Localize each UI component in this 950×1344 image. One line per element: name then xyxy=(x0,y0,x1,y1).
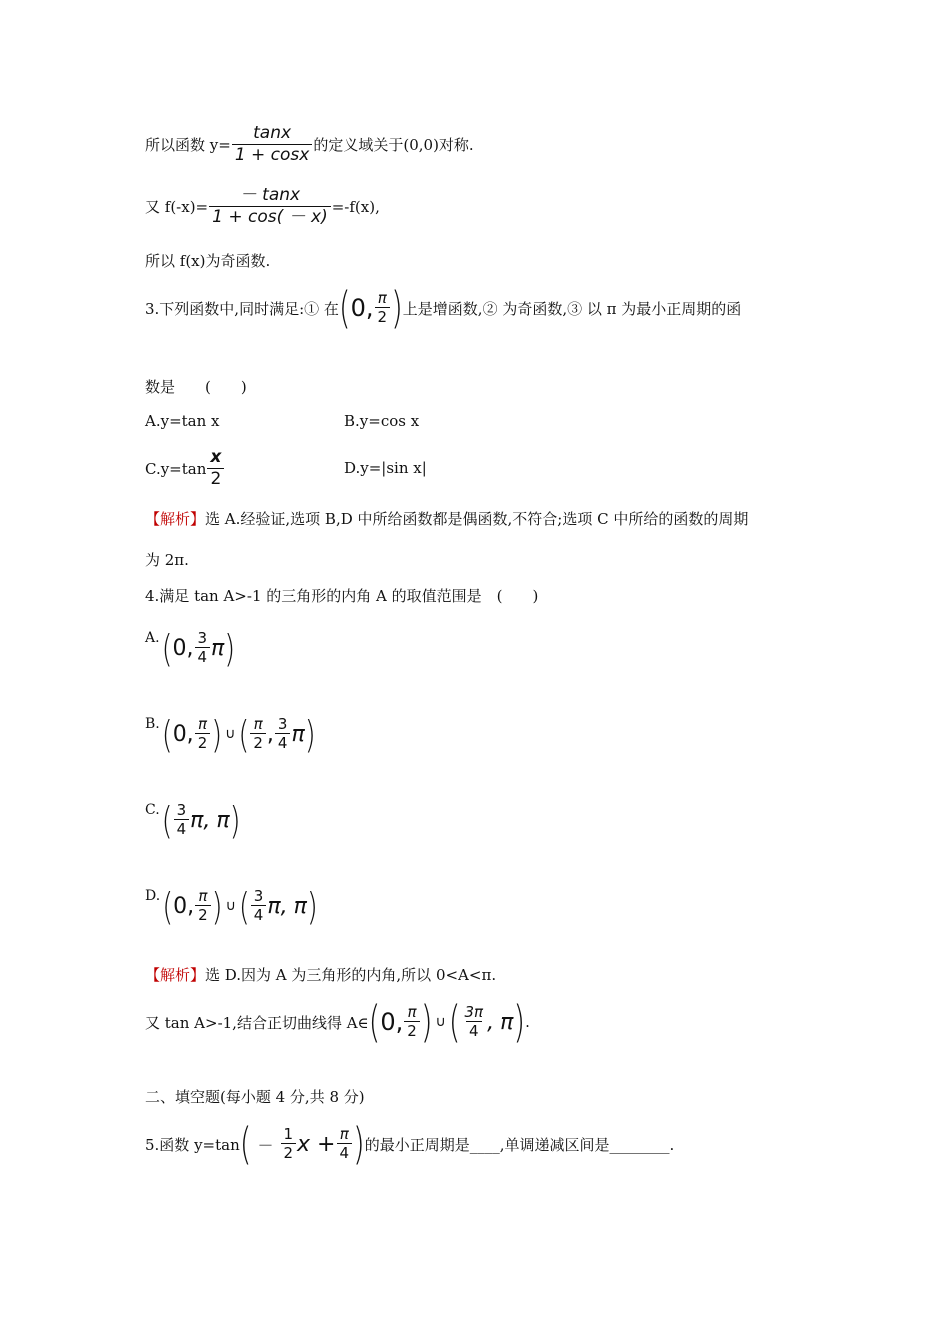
math-text: x + xyxy=(297,1131,336,1157)
interval-3-4-pi-to-pi xyxy=(161,797,241,843)
fraction-3-over-4 xyxy=(174,802,190,839)
numerator: 3 xyxy=(277,715,288,733)
right-paren: ) xyxy=(306,883,318,929)
option-a xyxy=(145,412,220,430)
option-label: A. xyxy=(145,630,160,646)
right-paren: ) xyxy=(211,711,223,757)
denominator: 2 xyxy=(207,468,224,490)
option-text: C.y=tan xyxy=(145,459,207,478)
q4-option-b xyxy=(145,711,316,757)
option-label: B. xyxy=(145,716,160,732)
numerator: x xyxy=(210,447,222,467)
denominator: 4 xyxy=(174,819,190,838)
numerator: 3π xyxy=(464,1003,484,1021)
interval-0-3-4-pi xyxy=(161,625,236,671)
q4-option-a xyxy=(145,625,236,671)
left-paren: ( xyxy=(161,711,173,757)
math-text: 0, xyxy=(380,1008,404,1037)
denominator: 4 xyxy=(195,647,211,666)
left-paren: ( xyxy=(238,883,250,929)
fraction-3-over-4 xyxy=(195,630,211,667)
text-line-domain xyxy=(145,124,474,165)
interval-union-answer xyxy=(368,996,526,1048)
numerator: π xyxy=(253,715,263,733)
left-paren: ( xyxy=(368,996,381,1048)
fraction-3pi-over-4 xyxy=(462,1004,487,1041)
math-text: 0, xyxy=(173,893,195,919)
option-label: C. xyxy=(145,802,160,818)
numerator: － tanx xyxy=(239,185,301,205)
fraction-pi-over-2 xyxy=(195,716,211,753)
union-symbol: ∪ xyxy=(225,726,236,743)
left-paren: ( xyxy=(448,996,461,1048)
section-2-title xyxy=(145,1086,365,1107)
math-text: 0, xyxy=(172,721,194,747)
text-segment: 为 2π. xyxy=(145,551,189,569)
question-5 xyxy=(145,1118,675,1170)
denominator: 4 xyxy=(251,905,267,924)
right-paren: ) xyxy=(391,282,403,334)
denominator: 2 xyxy=(281,1143,297,1162)
option-text: B.y=cos x xyxy=(344,412,420,430)
answer-4-line-2 xyxy=(145,996,530,1048)
fraction-3-over-4 xyxy=(275,716,291,753)
option-text: A.y=tan x xyxy=(145,412,220,430)
text-segment: . xyxy=(525,1013,530,1032)
analysis-tag: 【解析】 xyxy=(145,966,206,984)
option-b xyxy=(344,412,419,430)
math-text: π xyxy=(291,721,305,747)
right-paren: ) xyxy=(304,711,316,757)
numerator: tanx xyxy=(253,123,292,143)
union-symbol: ∪ xyxy=(435,1014,446,1031)
right-paren: ) xyxy=(224,625,236,671)
numerator: 1 xyxy=(283,1125,294,1143)
math-text: π xyxy=(211,635,225,661)
interval-0-pi-over-2 xyxy=(338,282,403,334)
math-text: π, xyxy=(190,807,211,833)
option-d xyxy=(344,459,427,477)
denominator: 4 xyxy=(275,733,291,752)
left-paren: ( xyxy=(238,711,250,757)
text-segment: 又 f(-x)= xyxy=(145,198,209,217)
text-segment: 数是 ( ) xyxy=(145,378,247,396)
comma: , xyxy=(266,721,274,747)
text-segment: 选 D.因为 A 为三角形的内角,所以 0<A<π. xyxy=(205,966,497,984)
denominator: 1 + cos( － x) xyxy=(209,206,331,228)
interval-union-b xyxy=(161,711,316,757)
analysis-tag: 【解析】 xyxy=(145,510,206,528)
numerator: π xyxy=(198,887,208,905)
right-paren: ) xyxy=(420,996,433,1048)
option-label: D. xyxy=(145,888,161,904)
math-text: － xyxy=(257,1135,274,1155)
text-line-odd-function xyxy=(145,250,270,271)
numerator: 3 xyxy=(197,629,208,647)
left-paren: ( xyxy=(161,797,173,843)
math-text: 0, xyxy=(172,635,194,661)
right-paren: ) xyxy=(353,1118,365,1170)
text-segment: =-f(x), xyxy=(331,197,380,216)
fraction-1-over-2 xyxy=(281,1126,297,1163)
fraction-pi-over-2 xyxy=(375,290,391,327)
fraction-pi-over-2 xyxy=(404,1004,420,1041)
text-line-f-neg-x xyxy=(145,186,380,227)
q4-option-d xyxy=(145,883,318,929)
right-paren: ) xyxy=(211,883,223,929)
math-text: 0, xyxy=(350,294,374,323)
numerator: π xyxy=(197,715,207,733)
option-text: D.y=|sin x| xyxy=(344,459,427,477)
left-paren: ( xyxy=(338,282,351,334)
denominator: 4 xyxy=(337,1143,353,1162)
right-paren: ) xyxy=(513,996,526,1048)
text-segment: 二、填空题(每小题 4 分,共 8 分) xyxy=(145,1088,365,1106)
tan-argument xyxy=(239,1118,365,1170)
fraction-3-over-4 xyxy=(251,888,267,925)
text-segment: 所以函数 y= xyxy=(145,136,231,155)
numerator: 3 xyxy=(253,887,264,905)
text-segment: 5.函数 y=tan xyxy=(145,1135,240,1154)
question-3-stem xyxy=(145,282,742,334)
left-paren: ( xyxy=(162,883,174,929)
left-paren: ( xyxy=(161,625,173,671)
text-segment: 上是增函数,② 为奇函数,③ 以 π 为最小正周期的函 xyxy=(402,299,742,318)
q4-option-c xyxy=(145,797,241,843)
question-3-continuation xyxy=(145,376,247,397)
fraction-tanx-over-1pluscosx xyxy=(232,124,313,165)
text-segment: 4.满足 tan A>-1 的三角形的内角 A 的取值范围是 ( ) xyxy=(145,587,539,605)
fraction-pi-over-2 xyxy=(250,716,266,753)
text-segment: 3.下列函数中,同时满足:① 在 xyxy=(145,299,339,318)
text-segment: 又 tan A>-1,结合正切曲线得 A∈ xyxy=(145,1013,369,1032)
answer-3 xyxy=(145,508,748,529)
denominator: 2 xyxy=(375,307,391,326)
question-4-stem xyxy=(145,585,538,606)
numerator: 3 xyxy=(176,801,187,819)
text-segment: 选 A.经验证,选项 B,D 中所给函数都是偶函数,不符合;选项 C 中所给的函数的周期 xyxy=(205,510,749,528)
fraction-x-over-2 xyxy=(207,448,224,489)
numerator: π xyxy=(339,1125,349,1143)
denominator: 2 xyxy=(195,905,211,924)
math-text: π, xyxy=(267,893,288,919)
fraction-pi-over-4 xyxy=(337,1126,353,1163)
numerator: π xyxy=(377,289,387,307)
left-paren: ( xyxy=(239,1118,252,1170)
denominator: 2 xyxy=(195,733,211,752)
answer-4 xyxy=(145,964,496,985)
math-text: π xyxy=(216,807,230,833)
math-text: π xyxy=(293,893,307,919)
right-paren: ) xyxy=(229,797,241,843)
text-segment: 的定义域关于(0,0)对称. xyxy=(313,136,474,155)
union-symbol: ∪ xyxy=(225,898,236,915)
comma: , xyxy=(487,1009,495,1035)
text-segment: 所以 f(x)为奇函数. xyxy=(145,252,271,270)
math-text: π xyxy=(500,1009,514,1035)
denominator: 2 xyxy=(250,733,266,752)
interval-union-d xyxy=(162,883,318,929)
option-c xyxy=(145,448,225,489)
numerator: π xyxy=(407,1003,417,1021)
fraction-neg-tanx xyxy=(209,186,331,227)
answer-3-continuation xyxy=(145,549,189,570)
denominator: 4 xyxy=(466,1021,482,1040)
fraction-pi-over-2 xyxy=(195,888,211,925)
denominator: 2 xyxy=(404,1021,420,1040)
denominator: 1 + cosx xyxy=(232,144,313,166)
text-segment: 的最小正周期是____,单调递减区间是________. xyxy=(364,1135,675,1154)
